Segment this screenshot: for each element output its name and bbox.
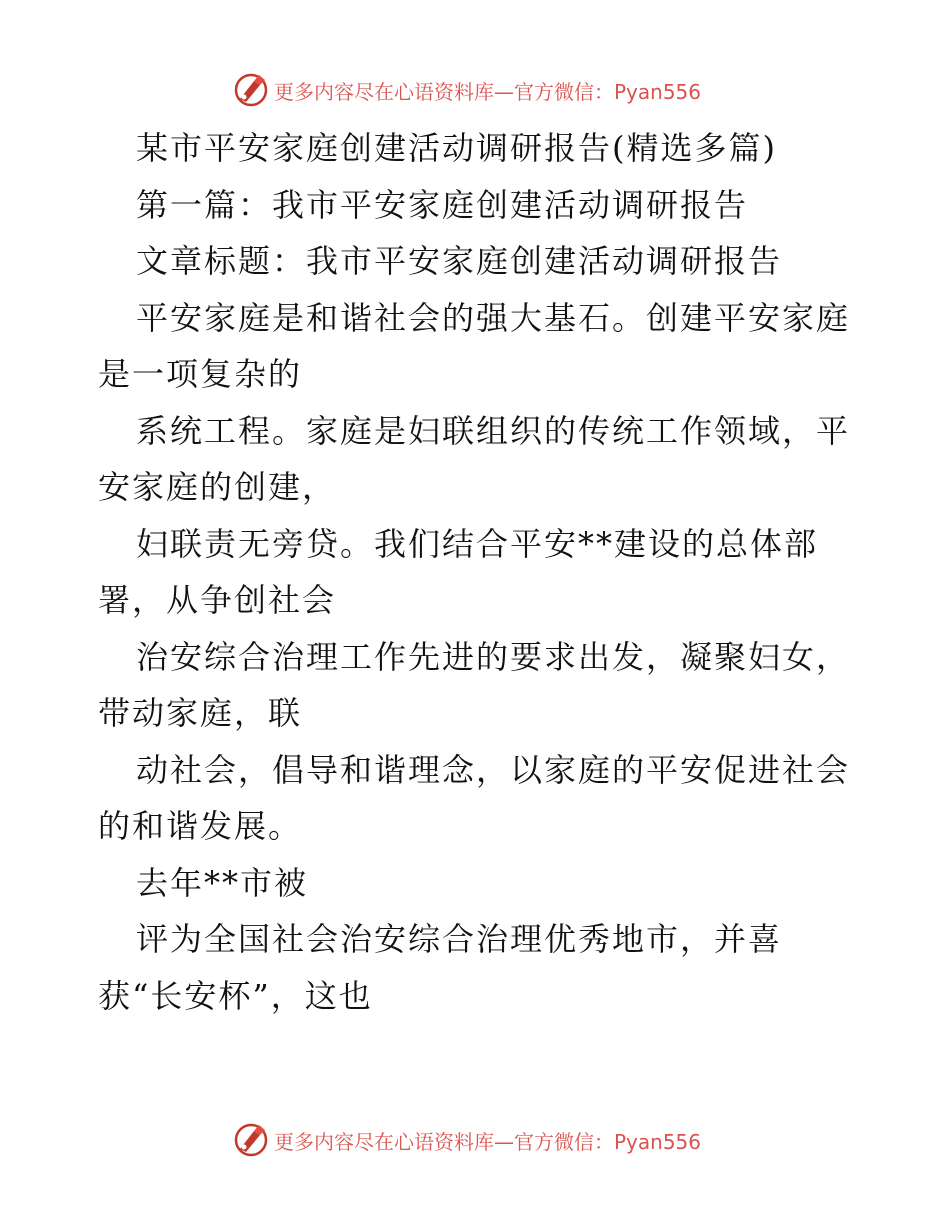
doc-title: 某市平安家庭创建活动调研报告(精选多篇) [136, 129, 777, 167]
paragraph-line: 带动家庭，联 [98, 694, 303, 732]
pen-logo-icon [232, 1121, 270, 1159]
watermark-banner-bottom [232, 1120, 752, 1160]
watermark-text: 更多内容尽在心语资料库—官方微信：Pyan556 [274, 79, 702, 104]
paragraph-line: 动社会，倡导和谐理念，以家庭的平安促进社会 [136, 750, 851, 789]
article-title: 文章标题：我市平安家庭创建活动调研报告 [136, 242, 783, 280]
paragraph-line: 去年**市被 [136, 863, 309, 902]
paragraph-line: 安家庭的创建， [98, 468, 337, 506]
paragraph-line: 系统工程。家庭是妇联组织的传统工作领域，平 [136, 411, 851, 450]
paragraph-line: 署，从争创社会 [98, 581, 337, 619]
paragraph-line: 评为全国社会治安综合治理优秀地市，并喜 [136, 920, 783, 958]
watermark-text: 更多内容尽在心语资料库—官方微信：Pyan556 [274, 1129, 702, 1154]
pen-logo-icon [232, 71, 270, 109]
document-body [98, 120, 858, 1024]
paragraph-line: 的和谐发展。 [98, 807, 303, 845]
paragraph-line: 平安家庭是和谐社会的强大基石。创建平安家庭 [136, 298, 851, 337]
paragraph-line: 治安综合治理工作先进的要求出发，凝聚妇女， [136, 637, 851, 676]
paragraph-line: 妇联责无旁贷。我们结合平安**建设的总体部 [136, 524, 819, 563]
paragraph-line: 获“长安杯”，这也 [98, 976, 373, 1015]
watermark-banner-top [232, 70, 752, 110]
section-heading: 第一篇：我市平安家庭创建活动调研报告 [136, 185, 749, 224]
paragraph-line: 是一项复杂的 [98, 355, 303, 393]
